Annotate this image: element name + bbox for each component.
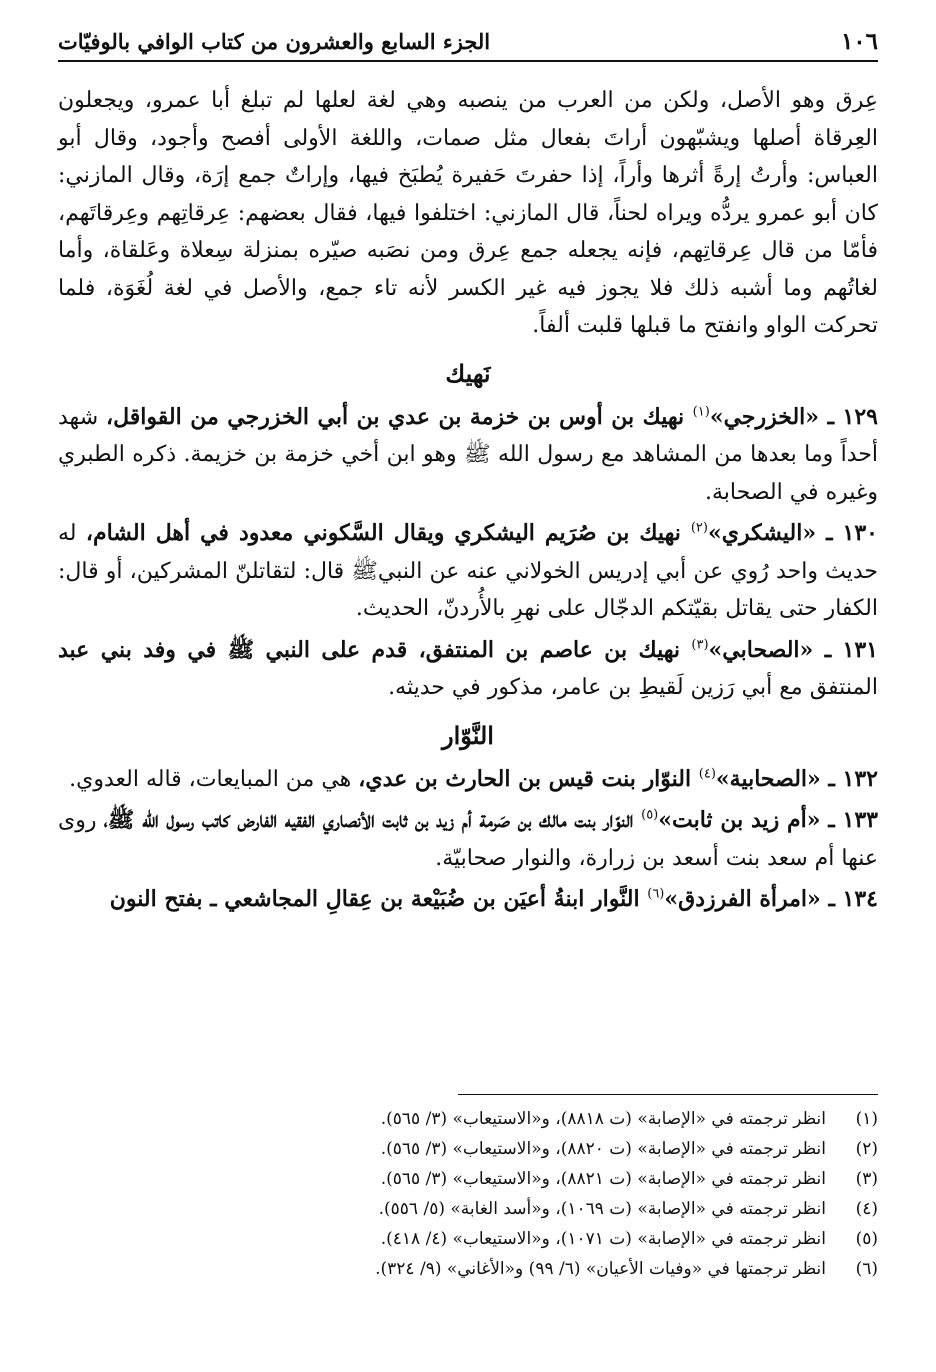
- footnote: [58, 1224, 878, 1254]
- running-title: الجزء السابع والعشرون من كتاب الوافي بالوفيّات: [58, 28, 491, 54]
- entry-129: [58, 399, 878, 512]
- footnote-divider: [458, 1094, 878, 1095]
- entry-head: ١٣٢ ـ «الصحابية»: [715, 765, 878, 792]
- entry-head: ١٣٠ ـ «اليشكري»: [707, 520, 878, 546]
- page-body: [58, 82, 878, 923]
- footnote: [58, 1164, 878, 1194]
- entry-bold-text: نهيك بن عاصم بن المنتفق، قدم على النبي ﷺ في وفد بني عبد: [58, 636, 692, 663]
- entry-text: المنتفق مع أبي رَزين لَقيطِ بن عامر، مذكور في حديثه.: [388, 675, 878, 700]
- footnote: [58, 1104, 878, 1134]
- entry-132: [58, 761, 878, 799]
- entry-134: [58, 881, 878, 919]
- intro-paragraph: عِرق وهو الأصل، ولكن من العرب من ينصبه وهي لغة لعلها لم تبلغ أبا عمرو، ويجعلون العِرقاة أصلها ويشبّهون أراتَ بفعال مثل صمات، واللغة الأولى أفصح وأجود، وقال أبو العباس: وأرتُ إرةً أثرها وأراً، إذا حفرتَ حَفيرة يُطبَخ فيها، وإراتٌ جمع إرَة، وقال المازني: كان أبو عمرو يردُّه ويراه لحناً، قال المازني: اختلفوا فيها، فقال بعضهم: عِرقاتِهم وعِرقاتَهم، فأمّا من قال عِرقاتِهم، فإنه يجعله جمع عِرق ومن نصَبه صيّره بمنزلة سِعلاة وعَلقاة، وأما لغاتُهم وما أشبه ذلك فلا يجوز فيه غير الكسر لأنه تاء جمع، والأصل في لغة لُغَوَة، فلما تحركت الواو وانفتح ما قبلها قلبت ألفاً.: [58, 88, 878, 338]
- entry-head: ١٣٤ ـ «امرأة الفرزدق»: [664, 886, 878, 912]
- footnote-text: انظر ترجمته في «الإصابة» (ت ١٠٦٩)، و«أسد الغابة» (٥/ ٥٥٦).: [378, 1199, 826, 1219]
- footnote-number: (١): [855, 1109, 878, 1129]
- footnote-number: (٥): [855, 1229, 878, 1249]
- entry-bold-text: النوّار بنت مالك بن صَرمة أم زيد بن ثابت الأنصاري الفقيه الفارض كاتب رسول الله ﷺ،: [103, 807, 642, 833]
- section-heading-nahik: نَهيك: [445, 358, 491, 388]
- footnote-ref[interactable]: (٢): [690, 520, 708, 536]
- footnote: [58, 1254, 878, 1284]
- footnote-ref[interactable]: (٥): [641, 807, 659, 823]
- footnote-number: (٦): [855, 1259, 878, 1279]
- entry-130: [58, 515, 878, 628]
- entry-head: ١٢٩ ـ «الخزرجي»: [709, 403, 878, 430]
- entry-133: [58, 802, 878, 877]
- entry-head: ١٣٣ ـ «أم زيد بن ثابت»: [658, 807, 878, 833]
- section-heading-nawwar: النَّوّار: [442, 720, 494, 750]
- footnote-number: (٢): [855, 1139, 878, 1159]
- footnote-text: انظر ترجمته في «الإصابة» (ت ٨٨١٨)، و«الاستيعاب» (٣/ ٥٦٥).: [380, 1109, 826, 1129]
- entry-bold-text: النوّار بنت قيس بن الحارث بن عدي،: [358, 765, 699, 792]
- entry-text: شهد أحداً وما بعدها من المشاهد مع رسول الله ﷺ وهو ابن أخي خزمة بن خزيمة. ذكره الطبري وغيره في الصحابة.: [58, 404, 878, 505]
- footnote-number: (٣): [855, 1169, 878, 1189]
- entry-text: روى عنها أم سعد بنت أسعد بن زرارة، والنوار صحابيّة.: [58, 808, 878, 871]
- footnote-ref[interactable]: (٤): [698, 766, 716, 782]
- entry-bold-text: نهيك بن صُرَيم اليشكري ويقال السَّكوني معدود في أهل الشام،: [85, 520, 691, 546]
- page-number: ١٠٦: [840, 27, 878, 55]
- entry-head: ١٣١ ـ «الصحابي»: [708, 636, 878, 663]
- footnote-text: انظر ترجمته في «الإصابة» (ت ١٠٧١)، و«الاستيعاب» (٤/ ٤١٨).: [380, 1229, 826, 1249]
- footnote-text: انظر ترجمتها في «وفيات الأعيان» (٦/ ٩٩) و«الأغاني» (٩/ ٣٢٤).: [375, 1259, 826, 1279]
- footnote: [58, 1194, 878, 1224]
- page-header: [58, 22, 878, 62]
- entry-text: هي من المبايعات، قاله العدوي.: [69, 766, 359, 792]
- footnote-ref[interactable]: (٦): [647, 886, 665, 902]
- entry-text: له حديث واحد رُوي عن أبي إدريس الخولاني عنه عن النبيﷺ قال: لتقاتلنّ المشركين، أو قال: الكفار حتى يقاتل بقيّتكم الدجّال على نهرِ بالأُردنّ، الحديث.: [58, 521, 878, 621]
- footnote-number: (٤): [855, 1199, 878, 1219]
- entry-bold-text: النَّوار ابنةُ أعيَن بن ضُبَيْعة بن عِقالِ المجاشعي ـ بفتح النون: [109, 886, 648, 912]
- entry-bold-text: نهيك بن أوس بن خزمة بن عدي بن أبي الخزرجي من القواقل،: [106, 403, 693, 430]
- footnote-ref[interactable]: (١): [692, 404, 710, 420]
- footnote-ref[interactable]: (٣): [691, 637, 709, 653]
- entry-131: [58, 632, 878, 707]
- footnote-text: انظر ترجمته في «الإصابة» (ت ٨٨٢٠)، و«الاستيعاب» (٣/ ٥٦٥).: [380, 1139, 826, 1159]
- footnote: [58, 1134, 878, 1164]
- footnotes-list: [58, 1104, 878, 1284]
- footnote-text: انظر ترجمته في «الإصابة» (ت ٨٨٢١)، و«الاستيعاب» (٣/ ٥٦٥).: [380, 1169, 826, 1189]
